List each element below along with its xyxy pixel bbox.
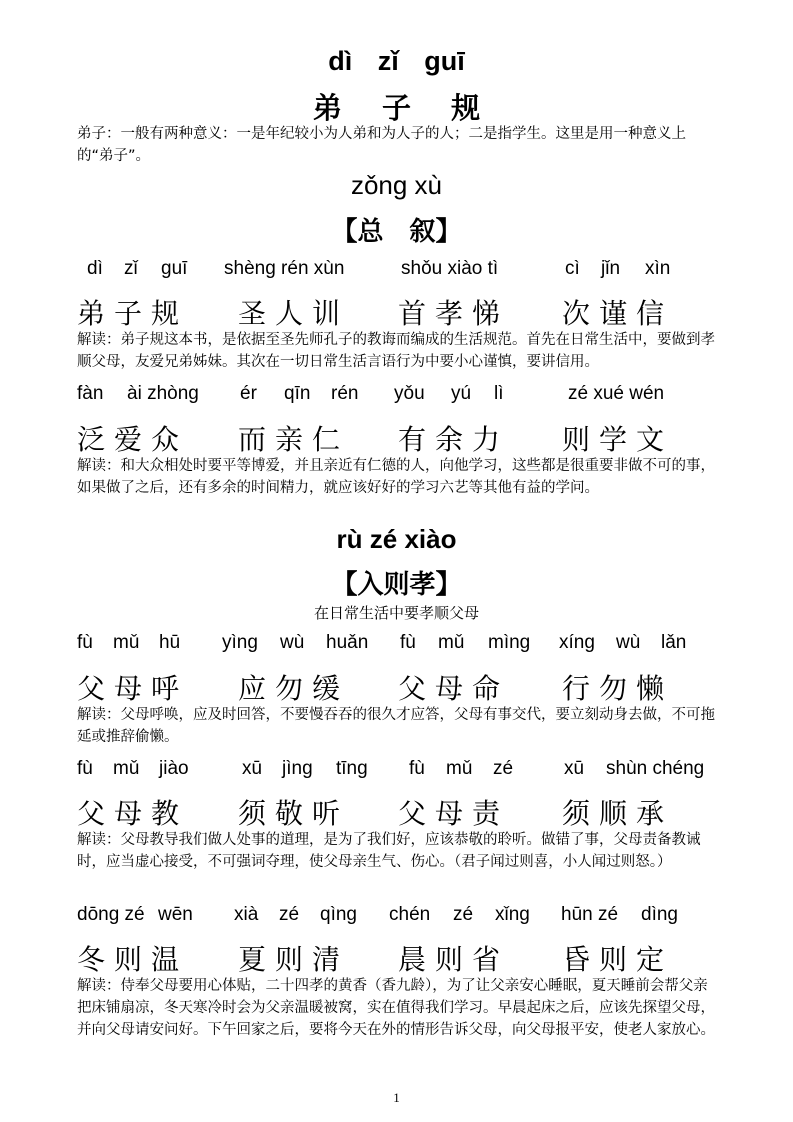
pinyin-syllable: yǒu [394, 383, 425, 404]
pinyin-syllable: xià [234, 904, 259, 925]
pinyin-syllable: shǒu xiào tì [401, 258, 499, 279]
verse-hanzi-row [77, 667, 737, 705]
page-title: 弟 子 规 [312, 91, 481, 125]
verse-phrase: 昏则定 [562, 943, 674, 976]
pinyin-syllable: jìng [282, 758, 313, 779]
verse-pinyin-row [77, 758, 737, 782]
pinyin-syllable: zé [279, 904, 300, 925]
verse-explanation: 解读：父母教导我们做人处事的道理，是为了我们好，应该恭敬的聆听。做错了事，父母责备教诫时，应当虚心接受，不可强词夺理，使父母亲生气、伤心。（君子闻过则喜，小人闻过则怒。） [77, 832, 701, 870]
pinyin-syllable: shèng rén xùn [224, 258, 345, 279]
pinyin-syllable: xíng [559, 632, 595, 653]
pinyin-syllable: fù [400, 632, 416, 653]
pinyin-syllable: fù [77, 758, 93, 779]
pinyin-syllable: chén [389, 904, 431, 925]
pinyin-syllable: mǔ [113, 758, 140, 779]
pinyin-syllable: dōng zé [77, 904, 145, 925]
pinyin-syllable: zǐ [124, 258, 138, 279]
section-pinyin: rù zé xiào [336, 524, 457, 554]
pinyin-syllable: ér [240, 383, 257, 404]
pinyin-syllable: dì [87, 258, 103, 279]
verse-phrase: 圣人训 [238, 297, 350, 330]
pinyin-syllable: yìng [222, 632, 258, 653]
verse-phrase: 父母教 [77, 797, 189, 830]
verse-explanation: 解读：和大众相处时要平等博爱，并且亲近有仁德的人，向他学习，这些都是很重要非做不可的事，如果做了之后，还有多余的时间精力，就应该好好的学习六艺等其他有益的学问。 [77, 458, 715, 496]
pinyin-syllable: xìn [645, 258, 671, 279]
pinyin-syllable: wù [280, 632, 305, 653]
verse-phrase: 应勿缓 [238, 672, 350, 705]
pinyin-syllable: lǎn [661, 632, 687, 653]
verse-hanzi-row [77, 938, 737, 976]
pinyin-syllable: xū [242, 758, 263, 779]
verse-phrase: 父母呼 [77, 672, 189, 705]
page-number: 1 [393, 1090, 400, 1105]
pinyin-syllable: mìng [488, 632, 531, 653]
verse-phrase: 须敬听 [238, 797, 350, 830]
pinyin-syllable: shùn chéng [606, 758, 705, 779]
pinyin-syllable: mǔ [113, 632, 140, 653]
pinyin-syllable: guī [161, 258, 188, 279]
section-subtitle: 在日常生活中要孝顺父母 [313, 604, 479, 622]
pinyin-syllable: fù [409, 758, 425, 779]
pinyin-syllable: xǐng [495, 904, 530, 925]
title-pinyin: dì zǐ guī [328, 46, 465, 76]
verse-phrase: 则学文 [562, 423, 674, 456]
pinyin-syllable: fù [77, 632, 93, 653]
pinyin-syllable: huǎn [326, 632, 369, 653]
pinyin-syllable: lì [494, 383, 504, 404]
pinyin-syllable: yú [451, 383, 472, 404]
verse-phrase: 而亲仁 [238, 423, 350, 456]
pinyin-syllable: wēn [158, 904, 193, 925]
pinyin-syllable: jiào [159, 758, 189, 779]
pinyin-syllable: qīn [284, 383, 311, 404]
pinyin-syllable: qìng [320, 904, 357, 925]
verse-phrase: 须顺承 [562, 797, 674, 830]
verse-pinyin-row [77, 904, 737, 928]
verse-phrase: 行勿懒 [562, 672, 674, 705]
pinyin-syllable: mǔ [438, 632, 465, 653]
section-title: 【入则孝】 [331, 570, 462, 600]
pinyin-syllable: hūn zé [561, 904, 619, 925]
verse-phrase: 父母命 [398, 672, 510, 705]
verse-phrase: 夏则清 [238, 943, 350, 976]
verse-explanation: 解读：弟子规这本书，是依据至圣先师孔子的教诲而编成的生活规范。首先在日常生活中，要做到孝顺父母，友爱兄弟姊妹。其次在一切日常生活言语行为中要小心谨慎，要讲信用。 [77, 332, 715, 370]
pinyin-syllable: xū [564, 758, 585, 779]
pinyin-syllable: wù [616, 632, 641, 653]
pinyin-syllable: zé [493, 758, 514, 779]
verse-hanzi-row [77, 292, 737, 330]
verse-phrase: 首孝悌 [398, 297, 510, 330]
pinyin-syllable: dìng [641, 904, 678, 925]
pinyin-syllable: fàn [77, 383, 104, 404]
pinyin-syllable: hū [159, 632, 181, 653]
verse-pinyin-row [77, 258, 737, 282]
verse-pinyin-row [77, 383, 737, 407]
verse-phrase: 有余力 [398, 423, 510, 456]
pinyin-syllable: zé xué wén [568, 383, 665, 404]
verse-explanation: 解读：父母呼唤，应及时回答，不要慢吞吞的很久才应答，父母有事交代，要立刻动身去做，不可拖延或推辞偷懒。 [77, 707, 715, 745]
intro-paragraph: 弟子：一般有两种意义：一是年纪较小为人弟和为人子的人；二是指学生。这里是用一种意义上的“弟子”。 [77, 126, 686, 164]
verse-pinyin-row [77, 632, 737, 656]
verse-phrase: 父母责 [398, 797, 510, 830]
verse-phrase: 晨则省 [398, 943, 510, 976]
verse-explanation: 解读：侍奉父母要用心体贴，二十四孝的黄香（香九龄），为了让父亲安心睡眠，夏天睡前会帮父亲把床铺扇凉，冬天寒冷时会为父亲温暖被窝，实在值得我们学习。早晨起床之后，应该先探望父母，并向父母请安问好。下午回家之后，要将今天在外的情形告诉父母，向父母报平安，使老人家放心。 [77, 978, 715, 1038]
pinyin-syllable: tīng [336, 758, 368, 779]
pinyin-syllable: cì [565, 258, 580, 279]
pinyin-syllable: jǐn [601, 258, 621, 279]
verse-phrase: 泛爱众 [77, 423, 189, 456]
pinyin-syllable: ài zhòng [127, 383, 199, 404]
verse-hanzi-row [77, 792, 737, 830]
section-pinyin: zǒng xù [350, 170, 443, 200]
pinyin-syllable: mǔ [446, 758, 473, 779]
pinyin-syllable: rén [331, 383, 359, 404]
verse-phrase: 弟子规 [77, 297, 189, 330]
pinyin-syllable: zé [453, 904, 474, 925]
verse-hanzi-row [77, 418, 737, 456]
verse-phrase: 次谨信 [562, 297, 674, 330]
verse-phrase: 冬则温 [77, 943, 189, 976]
section-title: 【总 叙】 [331, 217, 462, 247]
